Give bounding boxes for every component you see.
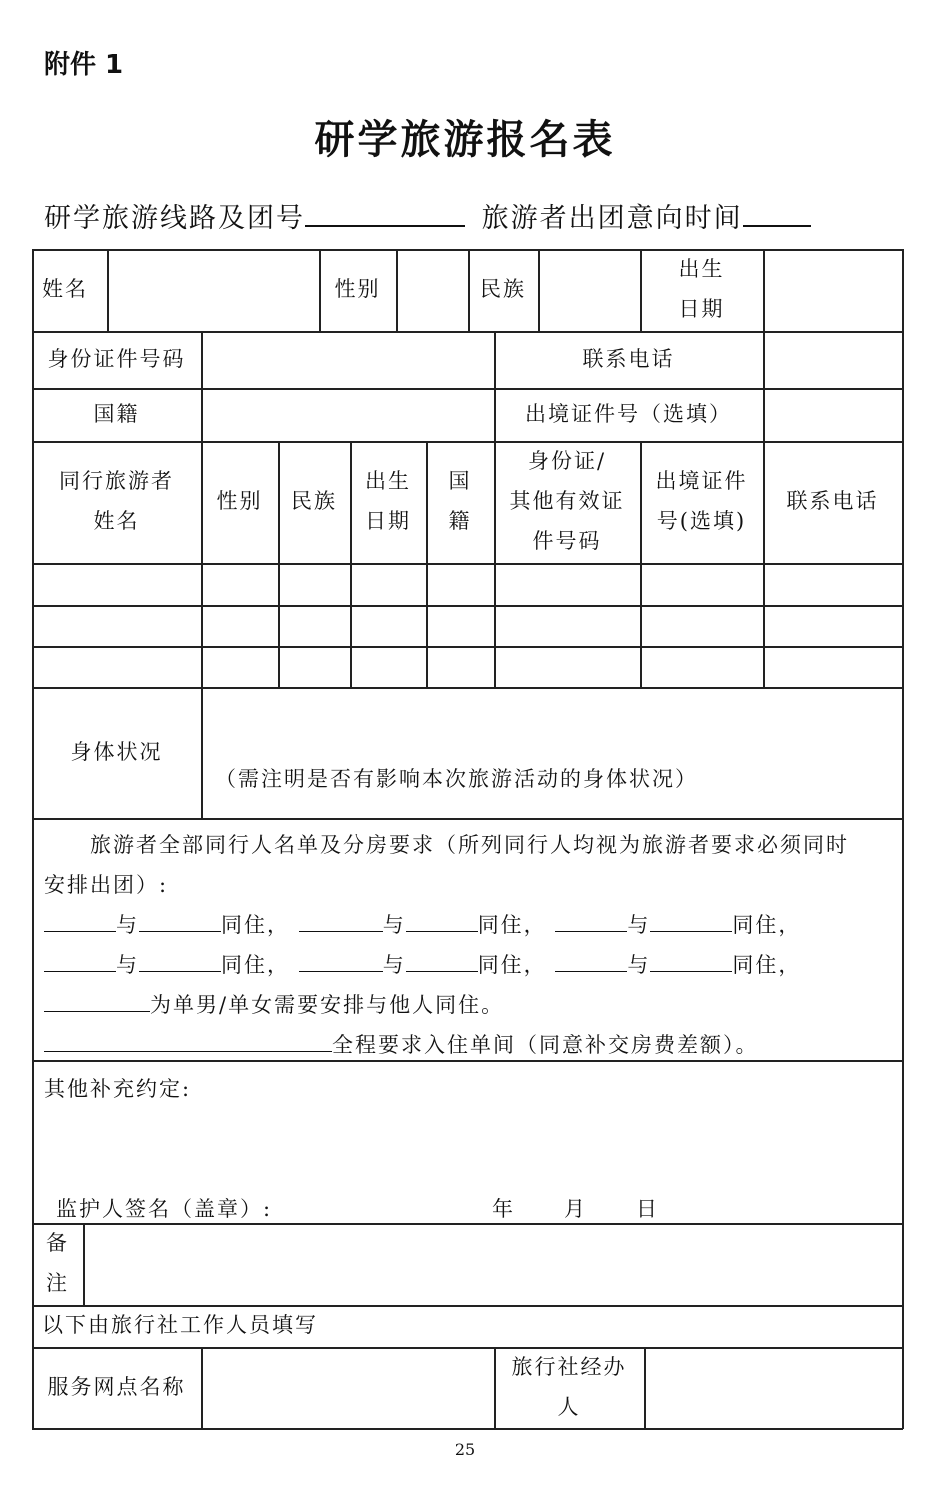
time-blank[interactable] bbox=[743, 224, 811, 227]
rooming-blank[interactable] bbox=[139, 951, 221, 972]
rooming-blank[interactable] bbox=[299, 951, 383, 972]
ethnicity-label: 民族 bbox=[480, 277, 526, 302]
companion-nat-line-2: 籍 bbox=[448, 509, 472, 533]
rooming-intro-line-2: 安排出团）: bbox=[44, 873, 169, 897]
companion-row[interactable] bbox=[32, 646, 902, 687]
companion-row[interactable] bbox=[32, 605, 902, 646]
live-together-text: 同住， bbox=[732, 953, 802, 977]
companion-nationality-header bbox=[426, 441, 494, 563]
rooming-line-3 bbox=[44, 989, 504, 1019]
form-title: 研学旅游报名表 bbox=[314, 116, 616, 163]
with-text: 与 bbox=[627, 913, 651, 937]
single-room-text: 全程要求入住单间（同意补交房费差额）。 bbox=[332, 1033, 759, 1057]
gender-field[interactable] bbox=[396, 249, 468, 331]
ethnicity-field[interactable] bbox=[538, 249, 640, 331]
staff-section-label: 以下由旅行社工作人员填写 bbox=[42, 1313, 318, 1338]
rooming-blank[interactable] bbox=[650, 951, 732, 972]
companion-ethnicity-header: 民族 bbox=[291, 489, 337, 514]
phone-field[interactable] bbox=[763, 331, 902, 388]
route-blank[interactable] bbox=[305, 224, 465, 227]
companion-id-line-3: 件号码 bbox=[532, 528, 602, 553]
live-together-text: 同住， bbox=[477, 953, 547, 977]
registration-table bbox=[32, 249, 903, 1429]
with-text: 与 bbox=[382, 913, 406, 937]
live-together-text: 同住， bbox=[477, 913, 547, 937]
companion-id-header bbox=[494, 441, 640, 563]
time-label: 旅游者出团意向时间 bbox=[481, 203, 743, 234]
companion-exit-header bbox=[640, 441, 763, 563]
companion-birth-header bbox=[350, 441, 426, 563]
birth-line-1: 出生 bbox=[678, 257, 725, 282]
nationality-label: 国籍 bbox=[93, 401, 140, 426]
page-number: 25 bbox=[454, 1440, 476, 1459]
with-text: 与 bbox=[382, 953, 406, 977]
name-label: 姓名 bbox=[42, 277, 88, 302]
year-label: 年 bbox=[492, 1197, 515, 1221]
companion-name-line-1: 同行旅游者 bbox=[59, 469, 174, 494]
rooming-blank[interactable] bbox=[139, 911, 221, 932]
attachment-label: 附件 1 bbox=[44, 50, 124, 80]
agent-label bbox=[494, 1347, 644, 1429]
phone-label: 联系电话 bbox=[582, 346, 675, 371]
id-number-label: 身份证件号码 bbox=[47, 346, 186, 371]
service-outlet-label: 服务网点名称 bbox=[47, 1375, 186, 1400]
birth-line-2: 日期 bbox=[678, 297, 725, 321]
companion-gender-header: 性别 bbox=[216, 489, 263, 514]
route-label: 研学旅游线路及团号 bbox=[44, 203, 305, 234]
header-line bbox=[44, 196, 811, 235]
rooming-blank[interactable] bbox=[299, 911, 383, 932]
rooming-line-4 bbox=[44, 1029, 759, 1059]
name-field[interactable] bbox=[107, 249, 319, 331]
agent-field[interactable] bbox=[644, 1347, 902, 1429]
companion-exit-line-2: 号(选填) bbox=[656, 509, 747, 533]
single-room-blank[interactable] bbox=[44, 1031, 332, 1052]
companion-name-line-2: 姓名 bbox=[93, 509, 140, 533]
with-text: 与 bbox=[627, 953, 651, 977]
companion-nat-line-1: 国 bbox=[448, 469, 472, 494]
live-together-text: 同住， bbox=[221, 913, 290, 937]
agent-line-2: 人 bbox=[557, 1395, 581, 1419]
companion-birth-line-1: 出生 bbox=[365, 469, 411, 494]
companion-name-header bbox=[32, 441, 201, 563]
live-together-text: 同住， bbox=[732, 913, 802, 937]
companion-birth-line-2: 日期 bbox=[365, 509, 411, 533]
month-label: 月 bbox=[564, 1197, 587, 1221]
birth-date-label bbox=[640, 249, 763, 331]
single-blank[interactable] bbox=[44, 991, 150, 1012]
birth-date-field[interactable] bbox=[763, 249, 902, 331]
rooming-blank[interactable] bbox=[406, 911, 478, 932]
companion-phone-header: 联系电话 bbox=[786, 489, 879, 514]
remarks-label bbox=[32, 1223, 83, 1305]
health-label: 身体状况 bbox=[70, 739, 163, 764]
agent-line-1: 旅行社经办 bbox=[511, 1355, 627, 1380]
rooming-blank[interactable] bbox=[44, 951, 116, 972]
rooming-blank[interactable] bbox=[406, 951, 478, 972]
nationality-field[interactable] bbox=[201, 388, 494, 441]
service-outlet-field[interactable] bbox=[201, 1347, 494, 1429]
gender-label: 性别 bbox=[334, 277, 381, 302]
exit-doc-field[interactable] bbox=[763, 388, 902, 441]
companion-id-line-2: 其他有效证 bbox=[509, 489, 625, 514]
rooming-blank[interactable] bbox=[44, 911, 116, 932]
day-label: 日 bbox=[636, 1197, 659, 1221]
rooming-blank[interactable] bbox=[555, 951, 627, 972]
id-number-field[interactable] bbox=[201, 331, 494, 388]
rooming-blank[interactable] bbox=[650, 911, 732, 932]
rooming-intro-line-1: 旅游者全部同行人名单及分房要求（所列同行人均视为旅游者要求必须同时 bbox=[90, 833, 849, 857]
remarks-field[interactable] bbox=[83, 1223, 902, 1305]
with-text: 与 bbox=[116, 913, 139, 937]
companion-row[interactable] bbox=[32, 563, 902, 605]
rooming-line-2 bbox=[44, 949, 801, 979]
single-note-text: 为单男/单女需要安排与他人同住。 bbox=[150, 993, 505, 1017]
remarks-line-1: 备 bbox=[46, 1231, 69, 1256]
health-note: （需注明是否有影响本次旅游活动的身体状况） bbox=[215, 767, 698, 791]
exit-doc-label: 出境证件号（选填） bbox=[525, 401, 732, 426]
rooming-blank[interactable] bbox=[555, 911, 627, 932]
companion-exit-line-1: 出境证件 bbox=[655, 469, 748, 494]
rooming-line-1 bbox=[44, 909, 801, 939]
guardian-signature-label: 监护人签名（盖章）: bbox=[56, 1197, 273, 1221]
supplement-label: 其他补充约定: bbox=[44, 1077, 192, 1101]
companion-id-line-1: 身份证/ bbox=[527, 449, 607, 474]
with-text: 与 bbox=[116, 953, 139, 977]
remarks-line-2: 注 bbox=[46, 1271, 69, 1295]
live-together-text: 同住， bbox=[221, 953, 290, 977]
